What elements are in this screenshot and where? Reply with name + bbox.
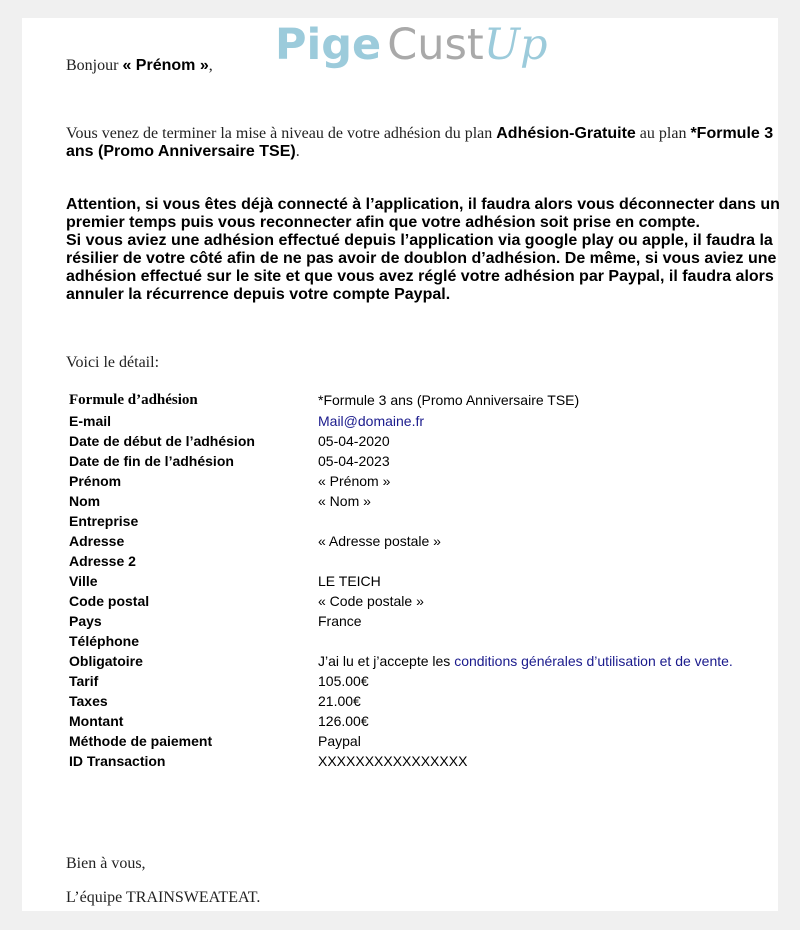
details-value-text: J’ai lu et j’accepte les xyxy=(318,653,455,669)
details-key: Obligatoire xyxy=(69,653,143,669)
details-row xyxy=(66,531,736,551)
details-key: Tarif xyxy=(69,673,99,689)
details-row xyxy=(66,631,736,651)
intro-text-1: Vous venez de terminer la mise à niveau de votre adhésion du plan xyxy=(66,125,497,142)
intro-from-plan: Adhésion-Gratuite xyxy=(496,125,636,142)
details-value: 05-04-2020 xyxy=(318,433,390,449)
logo-pige: Pige xyxy=(275,20,382,70)
details-row xyxy=(66,651,736,671)
details-value xyxy=(315,411,736,431)
warning-line-2: Si vous aviez une adhésion effectué depuis l’application via google play ou apple, il faudra la résilier de votre côté afin de ne pas avoir de doublon d’adhésion. De même, si vous aviez une adhésion effectué sur le site et que vous avez réglé votre adhésion par Paypal, il faudra alors annuler la récurrence depuis votre compte Paypal. xyxy=(66,232,777,303)
details-value xyxy=(315,651,736,671)
details-value: Paypal xyxy=(318,733,361,749)
details-key: Code postal xyxy=(69,593,150,609)
greeting-name: « Prénom » xyxy=(122,57,209,74)
details-key: ID Transaction xyxy=(69,753,166,769)
details-value: « Code postale » xyxy=(318,593,424,609)
details-row xyxy=(66,671,736,691)
details-row xyxy=(66,591,736,611)
details-key: Date de fin de l’adhésion xyxy=(69,453,234,469)
details-row xyxy=(66,731,736,751)
details-key: Montant xyxy=(69,713,124,729)
details-value: LE TEICH xyxy=(318,573,381,589)
details-key: Entreprise xyxy=(69,513,139,529)
details-value: 05-04-2023 xyxy=(318,453,390,469)
details-key: Ville xyxy=(69,573,98,589)
details-key: Téléphone xyxy=(69,633,140,649)
details-value: 126.00€ xyxy=(318,713,369,729)
intro-text-3: . xyxy=(295,143,300,160)
details-value: 105.00€ xyxy=(318,673,369,689)
email-body xyxy=(22,18,778,911)
details-key: Formule d’adhésion xyxy=(69,391,198,408)
details-key: Méthode de paiement xyxy=(69,733,213,749)
details-value: 21.00€ xyxy=(318,693,361,709)
logo-up: Up xyxy=(483,20,548,70)
details-value xyxy=(315,551,736,571)
details-row xyxy=(66,611,736,631)
details-key: Pays xyxy=(69,613,102,629)
details-row xyxy=(66,451,736,471)
pigecustup-logo xyxy=(275,20,548,84)
details-row xyxy=(66,411,736,431)
details-value xyxy=(315,511,736,531)
details-row xyxy=(66,551,736,571)
details-key: Prénom xyxy=(69,473,122,489)
intro-paragraph xyxy=(66,125,778,161)
detail-heading: Voici le détail: xyxy=(66,354,160,371)
details-row xyxy=(66,431,736,451)
details-key: Adresse xyxy=(69,533,125,549)
details-value xyxy=(315,631,736,651)
details-row xyxy=(66,751,736,771)
details-table xyxy=(66,389,736,771)
intro-text-2: au plan xyxy=(635,125,691,142)
details-value: « Adresse postale » xyxy=(318,533,441,549)
warning-paragraph xyxy=(66,196,782,304)
greeting xyxy=(66,57,213,75)
details-value: France xyxy=(318,613,362,629)
details-key: E-mail xyxy=(69,413,112,429)
intro-to-plan: *Formule 3 ans (Promo Anniversaire TSE) xyxy=(66,125,774,160)
details-value: « Nom » xyxy=(318,493,371,509)
details-value: « Prénom » xyxy=(318,473,391,489)
greeting-suffix: , xyxy=(208,57,213,74)
details-row xyxy=(66,471,736,491)
details-value: *Formule 3 ans (Promo Anniversaire TSE) xyxy=(318,392,580,408)
details-key: Nom xyxy=(69,493,101,509)
details-key: Taxes xyxy=(69,693,108,709)
details-row xyxy=(66,691,736,711)
details-key: Adresse 2 xyxy=(69,553,136,569)
details-value: XXXXXXXXXXXXXXXX xyxy=(318,753,468,769)
details-row xyxy=(66,711,736,731)
details-key: Date de début de l’adhésion xyxy=(69,433,255,449)
terms-link[interactable]: conditions générales d’utilisation et de vente. xyxy=(454,653,733,669)
signature: L’équipe TRAINSWEATEAT. xyxy=(66,889,261,906)
closing: Bien à vous, xyxy=(66,855,146,872)
greeting-prefix: Bonjour xyxy=(66,57,123,74)
logo-cust: Cust xyxy=(387,20,484,70)
details-row xyxy=(66,389,736,411)
email-link[interactable]: Mail@domaine.fr xyxy=(318,413,425,429)
details-row xyxy=(66,491,736,511)
details-row xyxy=(66,511,736,531)
details-row xyxy=(66,571,736,591)
warning-line-1: Attention, si vous êtes déjà connecté à l’application, il faudra alors vous déconnecter dans un premier temps puis vous reconnecter afin que votre adhésion soit prise en compte. xyxy=(66,196,780,231)
